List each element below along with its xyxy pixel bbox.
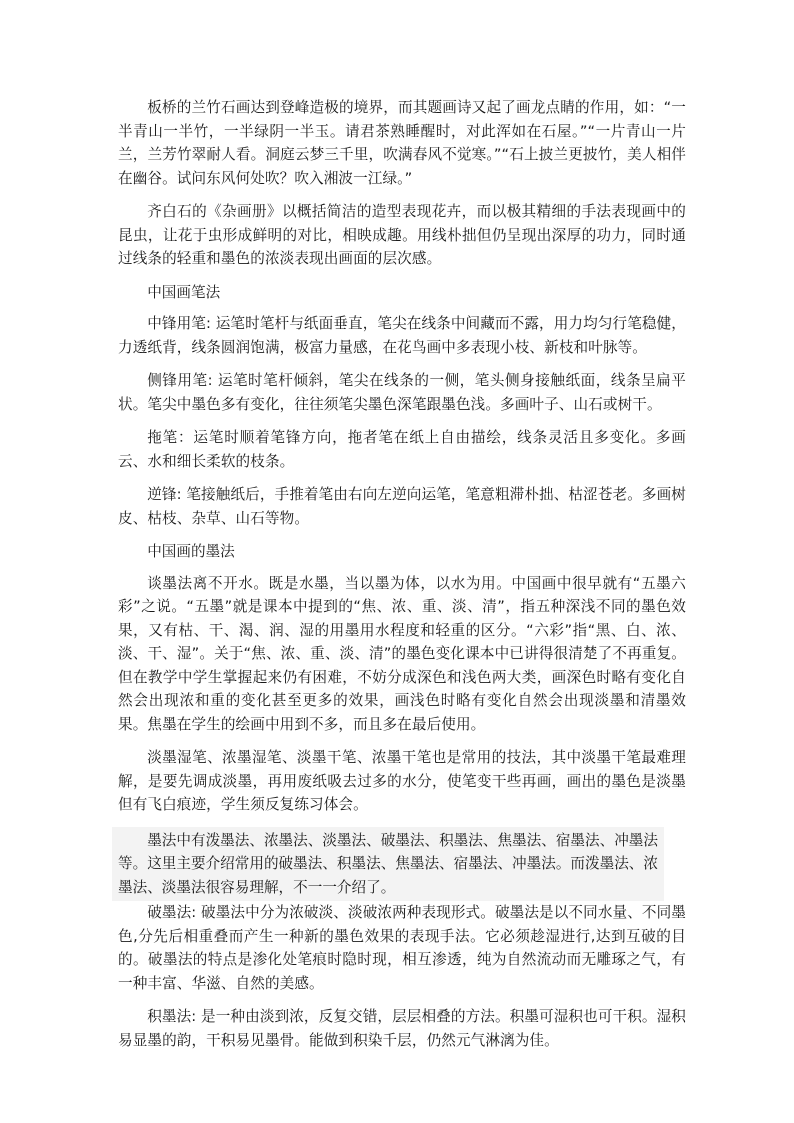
heading-brush-methods: 中国画笔法 — [147, 283, 221, 301]
document-page — [118, 96, 686, 1062]
paragraph-qi-baishi: 齐白石的《杂画册》以概括简洁的造型表现花卉，而以极其精细的手法表现画中的昆虫，让花于虫形成鲜明的对比，相映成趣。用线朴拙但仍呈现出深厚的功力，同时通过线条的轻重和墨色的浓淡表现出画面的层次感。 — [118, 203, 686, 267]
paragraph-ink-dry-wet: 淡墨湿笔、浓墨湿笔、淡墨干笔、浓墨干笔也是常用的技法，其中淡墨干笔最难理解，是要先调成淡墨，再用废纸吸去过多的水分，使笔变干些再画，画出的墨色是淡墨但有飞白痕迹，学生须反复练习体会。 — [118, 749, 686, 813]
paragraph-ink-water: 谈墨法离不开水。既是水墨，当以墨为体，以水为用。中国画中很早就有“五墨六彩”之说。“五墨”就是课本中提到的“焦、浓、重、淡、清”，指五种深浅不同的墨色效果，又有枯、干、渴、润、湿的用墨用水程度和轻重的区分。“六彩”指“黑、白、浓、淡、干、湿”。关于“焦、浓、重、淡、清”的墨色变化课本中已讲得很清楚了不再重复。但在教学中学生掌握起来仍有困难，不妨分成深色和浅色两大类，画深色时略有变化自然会出现浓和重的变化甚至更多的效果，画浅色时略有变化自然会出现淡墨和清墨效果。焦墨在学生的绘画中用到不多，而且多在最后使用。 — [118, 574, 686, 733]
heading-ink-methods: 中国画的墨法 — [147, 543, 235, 560]
paragraph-drag-brush: 拖笔：运笔时顺着笔锋方向，拖者笔在纸上自由描绘，线条灵活且多变化。多画云、水和细长柔软的枝条。 — [118, 429, 686, 470]
paragraph-broken-ink: 破墨法: 破墨法中分为浓破淡、淡破浓两种表现形式。破墨法是以不同水量、不同墨色,分先后相重叠而产生一种新的墨色效果的表现手法。它必须趁湿进行,达到互破的目的。破墨法的特点是渗化处笔痕时隐时现，相互渗透，纯为自然流动而无雕琢之气，有一种丰富、华滋、自然的美感。 — [118, 904, 686, 992]
paragraph-banqiao-poems: 板桥的兰竹石画达到登峰造极的境界，而其题画诗又起了画龙点睛的作用，如：“一半青山一半竹，一半绿阴一半玉。请君茶熟睡醒时，对此浑如在石屋。”“一片青山一片兰，兰芳竹翠耐人看。洞庭云梦三千里，吹满春风不觉寒。”“石上披兰更披竹，美人相伴在幽谷。试问东风何处吹？吹入湘波一江绿。” — [118, 99, 686, 187]
paragraph-reverse-tip: 逆锋: 笔接触纸后，手推着笔由右向左逆向运笔，笔意粗滞朴拙、枯涩苍老。多画树皮、枯枝、杂草、山石等物。 — [118, 486, 686, 527]
paragraph-center-tip: 中锋用笔: 运笔时笔杆与纸面垂直，笔尖在线条中间藏而不露，用力均匀行笔稳健，力透纸背，线条圆润饱满，极富力量感，在花鸟画中多表现小枝、新枝和叶脉等。 — [118, 315, 686, 356]
paragraph-accumulated-ink: 积墨法: 是一种由淡到浓，反复交错，层层相叠的方法。积墨可湿积也可干积。湿积易显墨的韵，干积易见墨骨。能做到积染千层，仍然元气淋漓为佳。 — [118, 1008, 686, 1049]
paragraph-ink-methods-list: 墨法中有泼墨法、浓墨法、淡墨法、破墨法、积墨法、焦墨法、宿墨法、冲墨法等。这里主要介绍常用的破墨法、积墨法、焦墨法、宿墨法、冲墨法。而泼墨法、浓墨法、淡墨法很容易理解，不一一介绍了。 — [112, 827, 664, 902]
paragraph-side-tip: 侧锋用笔: 运笔时笔杆倾斜，笔尖在线条的一侧，笔头侧身接触纸面，线条呈扁平状。笔尖中墨色多有变化，往往须笔尖墨色深笔跟墨色浅。多画叶子、山石或树干。 — [118, 372, 686, 413]
